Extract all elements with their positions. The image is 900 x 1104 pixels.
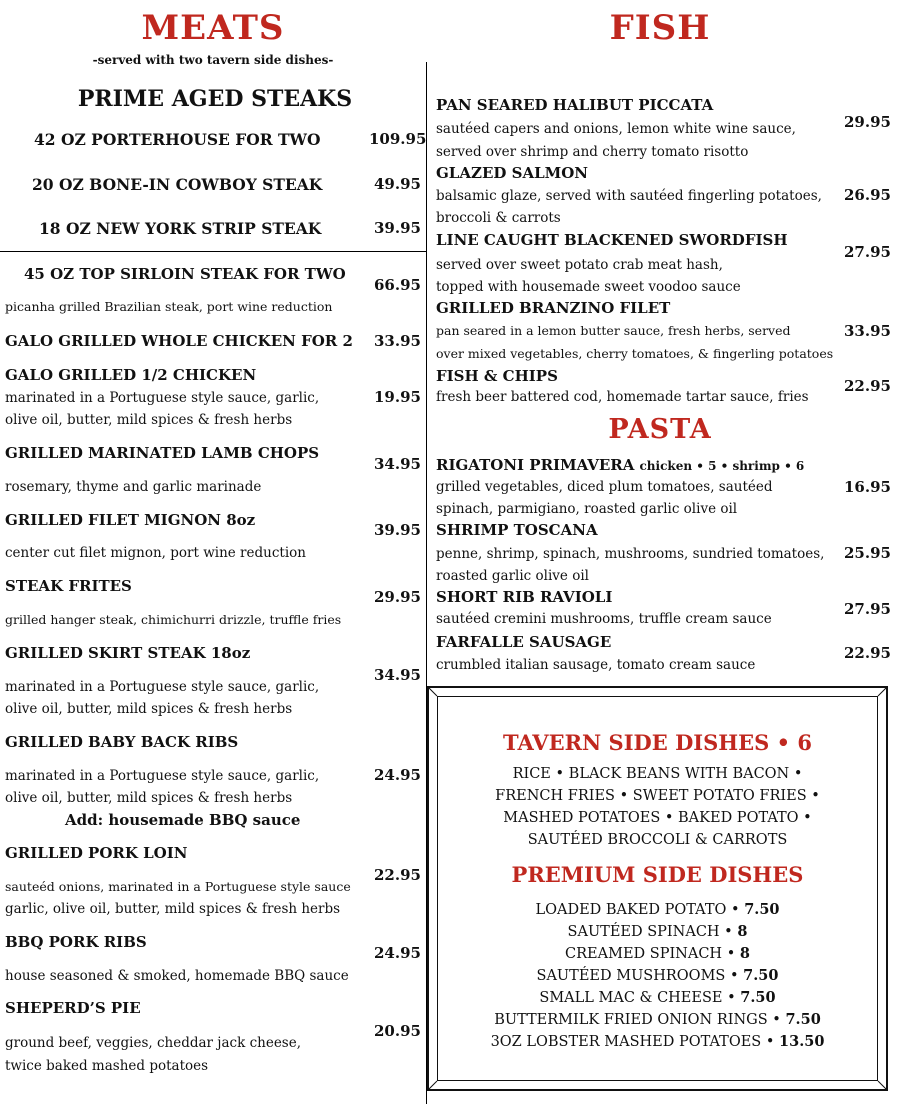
premium-side-name: SAUTÉED SPINACH • [567,924,738,940]
premium-side-price: 7.50 [743,967,779,984]
premium-side-price: 7.50 [785,1011,821,1028]
menu-item-name: BBQ PORK RIBS [5,933,147,951]
tavern-sides-line: SAUTÉED BROCCOLI & CARROTS [527,832,788,848]
prime-item-name: 42 OZ PORTERHOUSE FOR TWO [34,130,321,149]
tavern-sides-line: FRENCH FRIES • SWEET POTATO FRIES • [495,788,820,804]
menu-item-description: house seasoned & smoked, homemade BBQ sauce [5,968,349,984]
menu-item-name: GALO GRILLED 1/2 CHICKEN [5,366,257,384]
menu-item-price: 22.95 [844,644,891,662]
premium-side-item [437,1033,878,1050]
menu-item-price: 19.95 [374,388,421,406]
prime-steaks-divider [0,251,426,252]
premium-side-price: 8 [737,923,748,940]
menu-item-description: sautéed capers and onions, lemon white wine sauce, [436,121,796,137]
menu-item-description: pan seared in a lemon butter sauce, fresh herbs, served [436,323,791,338]
menu-item-description: marinated in a Portuguese style sauce, garlic, [5,768,320,784]
prime-steaks-heading: PRIME AGED STEAKS [77,86,353,112]
menu-item-description: sauteéd onions, marinated in a Portuguese style sauce [5,879,351,894]
prime-item-name: 18 OZ NEW YORK STRIP STEAK [39,219,322,238]
menu-item-description: sautéed cremini mushrooms, truffle cream sauce [436,611,772,627]
menu-item-price: 33.95 [844,322,891,340]
menu-item-name: SHORT RIB RAVIOLI [436,588,613,606]
fish-heading: FISH [609,8,711,48]
meats-subtitle: -served with two tavern side dishes- [92,53,334,67]
menu-item-description: broccoli & carrots [436,210,561,226]
menu-item-name: FISH & CHIPS [436,367,558,385]
menu-item-price: 24.95 [374,766,421,784]
menu-item-description: spinach, parmigiano, roasted garlic olive oil [436,501,738,517]
meats-heading: MEATS [141,8,285,48]
menu-item-name: FARFALLE SAUSAGE [436,633,612,651]
premium-side-price: 7.50 [740,989,776,1006]
menu-item-description: olive oil, butter, mild spices & fresh herbs [5,701,293,717]
menu-item-description: rosemary, thyme and garlic marinade [5,479,262,495]
menu-item-name: GRILLED MARINATED LAMB CHOPS [5,444,320,462]
menu-item-name: LINE CAUGHT BLACKENED SWORDFISH [436,231,788,249]
menu-item-name: STEAK FRITES [5,577,132,595]
menu-item-price: 39.95 [374,521,421,539]
menu-item-description: twice baked mashed potatoes [5,1058,209,1074]
premium-side-item [437,967,878,984]
menu-item-name: SHRIMP TOSCANA [436,521,598,539]
menu-item-price: 33.95 [374,332,421,350]
menu-item-price: 25.95 [844,544,891,562]
menu-item-price: 27.95 [844,600,891,618]
premium-side-name: BUTTERMILK FRIED ONION RINGS • [494,1012,786,1028]
prime-item-price: 49.95 [374,175,421,193]
menu-item-price: 26.95 [844,186,891,204]
premium-side-price: 13.50 [779,1033,825,1050]
menu-item-description: penne, shrimp, spinach, mushrooms, sundried tomatoes, [436,546,825,562]
menu-item-name: GRILLED SKIRT STEAK 18oz [5,644,251,662]
menu-item-addon: Add: housemade BBQ sauce [65,811,301,829]
menu-item-extras: chicken • 5 • shrimp • 6 [639,459,805,473]
menu-item-description: grilled hanger steak, chimichurri drizzle, truffle fries [5,612,342,627]
prime-item-price: 39.95 [374,219,421,237]
menu-item-name: GLAZED SALMON [436,164,589,182]
premium-side-item [437,1011,878,1028]
menu-item-price: 20.95 [374,1022,421,1040]
menu-item-name: GRILLED FILET MIGNON 8oz [5,511,256,529]
premium-side-name: SMALL MAC & CHEESE • [539,990,741,1006]
menu-item-description: marinated in a Portuguese style sauce, garlic, [5,390,320,406]
menu-item-description: marinated in a Portuguese style sauce, garlic, [5,679,320,695]
menu-item-name: GRILLED BABY BACK RIBS [5,733,239,751]
menu-item-description: served over shrimp and cherry tomato risotto [436,144,749,160]
premium-side-name: SAUTÉED MUSHROOMS • [536,968,744,984]
menu-item-description: served over sweet potato crab meat hash, [436,257,723,273]
menu-item-price: 22.95 [374,866,421,884]
menu-item-name: PAN SEARED HALIBUT PICCATA [436,96,714,114]
menu-item-description: roasted garlic olive oil [436,568,589,584]
menu-item-description: balsamic glaze, served with sautéed fingerling potatoes, [436,188,822,204]
menu-item-price: 29.95 [844,113,891,131]
menu-item-name: GRILLED BRANZINO FILET [436,299,671,317]
menu-item-price: 29.95 [374,588,421,606]
prime-item-price: 109.95 [369,130,427,148]
menu-item-price: 22.95 [844,377,891,395]
menu-item-description: crumbled italian sausage, tomato cream sauce [436,657,756,673]
menu-item-name: GRILLED PORK LOIN [5,844,188,862]
premium-side-name: CREAMED SPINACH • [565,946,740,962]
premium-side-item [437,989,878,1006]
menu-item-description: over mixed vegetables, cherry tomatoes, & fingerling potatoes [436,346,834,361]
menu-item-description: grilled vegetables, diced plum tomatoes, sautéed [436,479,773,495]
menu-item-name: RIGATONI PRIMAVERA [436,456,635,474]
menu-item-description: ground beef, veggies, cheddar jack cheese, [5,1035,302,1051]
premium-side-name: LOADED BAKED POTATO • [535,902,745,918]
menu-item-price: 24.95 [374,944,421,962]
menu-item-description: olive oil, butter, mild spices & fresh herbs [5,412,293,428]
premium-side-item [437,945,878,962]
menu-item-description: center cut filet mignon, port wine reduction [5,545,306,561]
menu-item-price: 66.95 [374,276,421,294]
pasta-heading: PASTA [608,414,712,445]
menu-item-price: 16.95 [844,478,891,496]
menu-item-description: topped with housemade sweet voodoo sauce [436,279,741,295]
menu-item-price: 27.95 [844,243,891,261]
menu-item-name: SHEPERD’S PIE [5,999,141,1017]
menu-item-price: 34.95 [374,666,421,684]
prime-item-name: 20 OZ BONE-IN COWBOY STEAK [32,175,323,194]
tavern-sides-line: MASHED POTATOES • BAKED POTATO • [503,810,812,826]
menu-item-description: picanha grilled Brazilian steak, port wine reduction [5,299,333,314]
menu-item-description: fresh beer battered cod, homemade tartar sauce, fries [436,389,809,405]
premium-side-price: 8 [739,945,750,962]
menu-item-description: garlic, olive oil, butter, mild spices & fresh herbs [5,901,341,917]
premium-side-item [437,923,878,940]
premium-sides-heading: PREMIUM SIDE DISHES [511,862,804,887]
premium-side-price: 7.50 [744,901,780,918]
premium-side-name: 3OZ LOBSTER MASHED POTATOES • [490,1034,780,1050]
menu-item-name: GALO GRILLED WHOLE CHICKEN FOR 2 [5,332,353,350]
menu-item-header [436,455,804,474]
tavern-sides-heading: TAVERN SIDE DISHES • 6 [503,730,812,755]
menu-item-price: 34.95 [374,455,421,473]
premium-side-item [437,901,878,918]
menu-item-name: 45 OZ TOP SIRLOIN STEAK FOR TWO [24,265,346,283]
menu-item-description: olive oil, butter, mild spices & fresh herbs [5,790,293,806]
tavern-sides-line: RICE • BLACK BEANS WITH BACON • [512,766,803,782]
